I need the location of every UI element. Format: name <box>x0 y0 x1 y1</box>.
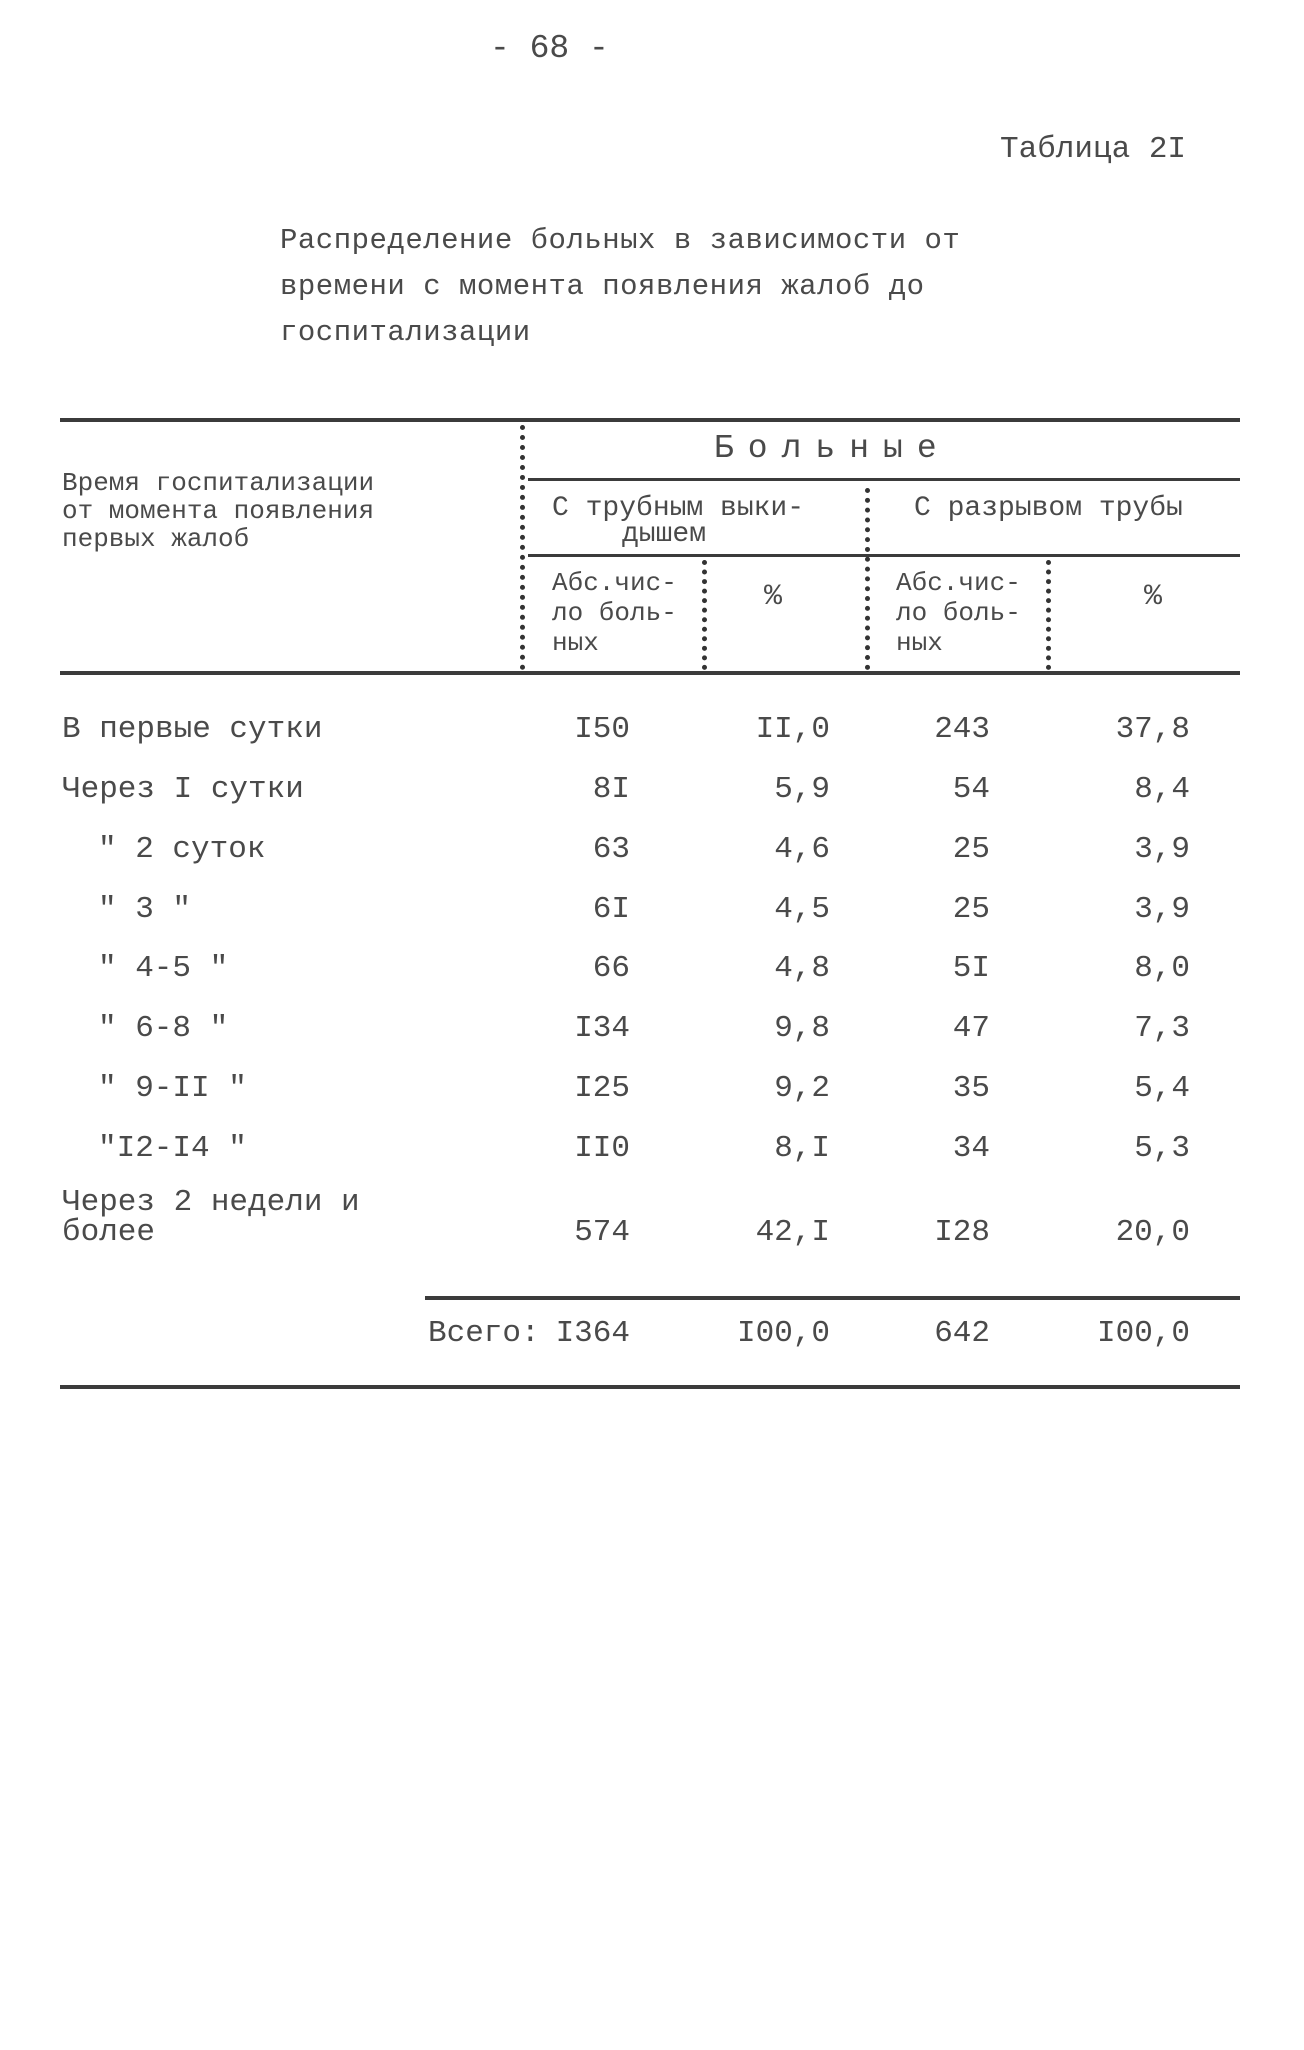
separator-sub2 <box>1046 560 1051 670</box>
total-c3: 642 <box>934 1316 990 1351</box>
page-number: - 68 - <box>490 30 609 67</box>
row-value-c4: 3,9 <box>1134 892 1190 927</box>
row-label: " 3 " <box>98 892 192 927</box>
row-header-line-1: Время госпитализации <box>62 468 375 498</box>
table-title-line-3: госпитализации <box>280 316 531 349</box>
table-title-line-2: времени с момента появления жалоб до <box>280 270 925 303</box>
row-value-c1: 6I <box>592 892 630 927</box>
abs-header-1-line-1: Абс.чис- <box>552 568 677 598</box>
row-value-c3: 54 <box>952 772 990 807</box>
row-value-c2: 8,I <box>774 1131 830 1166</box>
table-top-rule <box>60 418 1240 422</box>
sub2-header: С разрывом трубы <box>914 493 1183 524</box>
row-value-c4: 5,3 <box>1134 1131 1190 1166</box>
sub1-header-line-1: С трубным выки- <box>552 493 805 524</box>
row-value-c3: 25 <box>952 832 990 867</box>
row-value-c4: 3,9 <box>1134 832 1190 867</box>
row-value-c1: 63 <box>592 832 630 867</box>
row-value-c3: 243 <box>934 712 990 747</box>
row-value-c2: 42,I <box>755 1215 830 1250</box>
separator-subgroups <box>865 488 870 670</box>
abs-header-1-line-3: ных <box>552 628 599 658</box>
total-c4: I00,0 <box>1096 1316 1190 1351</box>
sub1-header-line-2: дышем <box>622 519 707 550</box>
total-c2: I00,0 <box>736 1316 830 1351</box>
table-label: Таблица 2I <box>1000 132 1187 167</box>
abs-header-1-line-2: ло боль- <box>552 598 677 628</box>
row-value-c4: 37,8 <box>1115 712 1190 747</box>
pct-header-2: % <box>1144 580 1163 614</box>
total-top-rule <box>425 1296 1240 1300</box>
row-value-c3: 25 <box>952 892 990 927</box>
row-label: "I2-I4 " <box>98 1131 247 1166</box>
row-value-c3: I28 <box>934 1215 990 1250</box>
abs-header-2-line-1: Абс.чис- <box>896 568 1021 598</box>
row-value-c4: 20,0 <box>1115 1215 1190 1250</box>
row-value-c4: 8,4 <box>1134 772 1190 807</box>
separator-sub1 <box>702 560 707 670</box>
abs-header-2-line-2: ло боль- <box>896 598 1021 628</box>
row-value-c4: 7,3 <box>1134 1011 1190 1046</box>
row-value-c2: II,0 <box>755 712 830 747</box>
pct-header-1: % <box>764 580 783 614</box>
row-value-c2: 9,2 <box>774 1071 830 1106</box>
row-value-c1: II0 <box>574 1131 630 1166</box>
row-value-c1: I34 <box>574 1011 630 1046</box>
row-value-c1: 8I <box>592 772 630 807</box>
separator-row-header <box>520 425 525 670</box>
subgroup-rule <box>528 554 1240 557</box>
table-title-line-1: Распределение больных в зависимости от <box>280 224 961 257</box>
row-label: Через 2 недели и <box>62 1185 360 1220</box>
row-label: " 6-8 " <box>98 1011 229 1046</box>
row-label: В первые сутки <box>62 712 323 747</box>
total-label: Всего: <box>428 1316 540 1351</box>
row-value-c1: I25 <box>574 1071 630 1106</box>
row-value-c2: 4,6 <box>774 832 830 867</box>
row-value-c4: 8,0 <box>1134 951 1190 986</box>
total-c1: I364 <box>555 1316 630 1351</box>
group-header: Больные <box>714 430 951 467</box>
row-label: " 2 суток <box>98 832 266 867</box>
row-value-c2: 9,8 <box>774 1011 830 1046</box>
row-label: Через I сутки <box>62 772 304 807</box>
row-value-c1: 66 <box>592 951 630 986</box>
row-label: " 9-II " <box>98 1071 247 1106</box>
row-value-c2: 5,9 <box>774 772 830 807</box>
header-bottom-rule <box>60 671 1240 675</box>
abs-header-2-line-3: ных <box>896 628 943 658</box>
row-value-c3: 5I <box>952 951 990 986</box>
row-value-c3: 34 <box>952 1131 990 1166</box>
table-bottom-rule <box>60 1385 1240 1389</box>
row-label: " 4-5 " <box>98 951 229 986</box>
row-value-c3: 35 <box>952 1071 990 1106</box>
row-value-c3: 47 <box>952 1011 990 1046</box>
row-value-c4: 5,4 <box>1134 1071 1190 1106</box>
row-header-line-2: от момента появления <box>62 496 375 526</box>
row-value-c1: 574 <box>574 1215 630 1250</box>
group-rule <box>528 478 1240 481</box>
row-value-c2: 4,8 <box>774 951 830 986</box>
row-value-c2: 4,5 <box>774 892 830 927</box>
row-header-line-3: первых жалоб <box>62 524 250 554</box>
row-value-c1: I50 <box>574 712 630 747</box>
row-label: более <box>62 1215 156 1250</box>
